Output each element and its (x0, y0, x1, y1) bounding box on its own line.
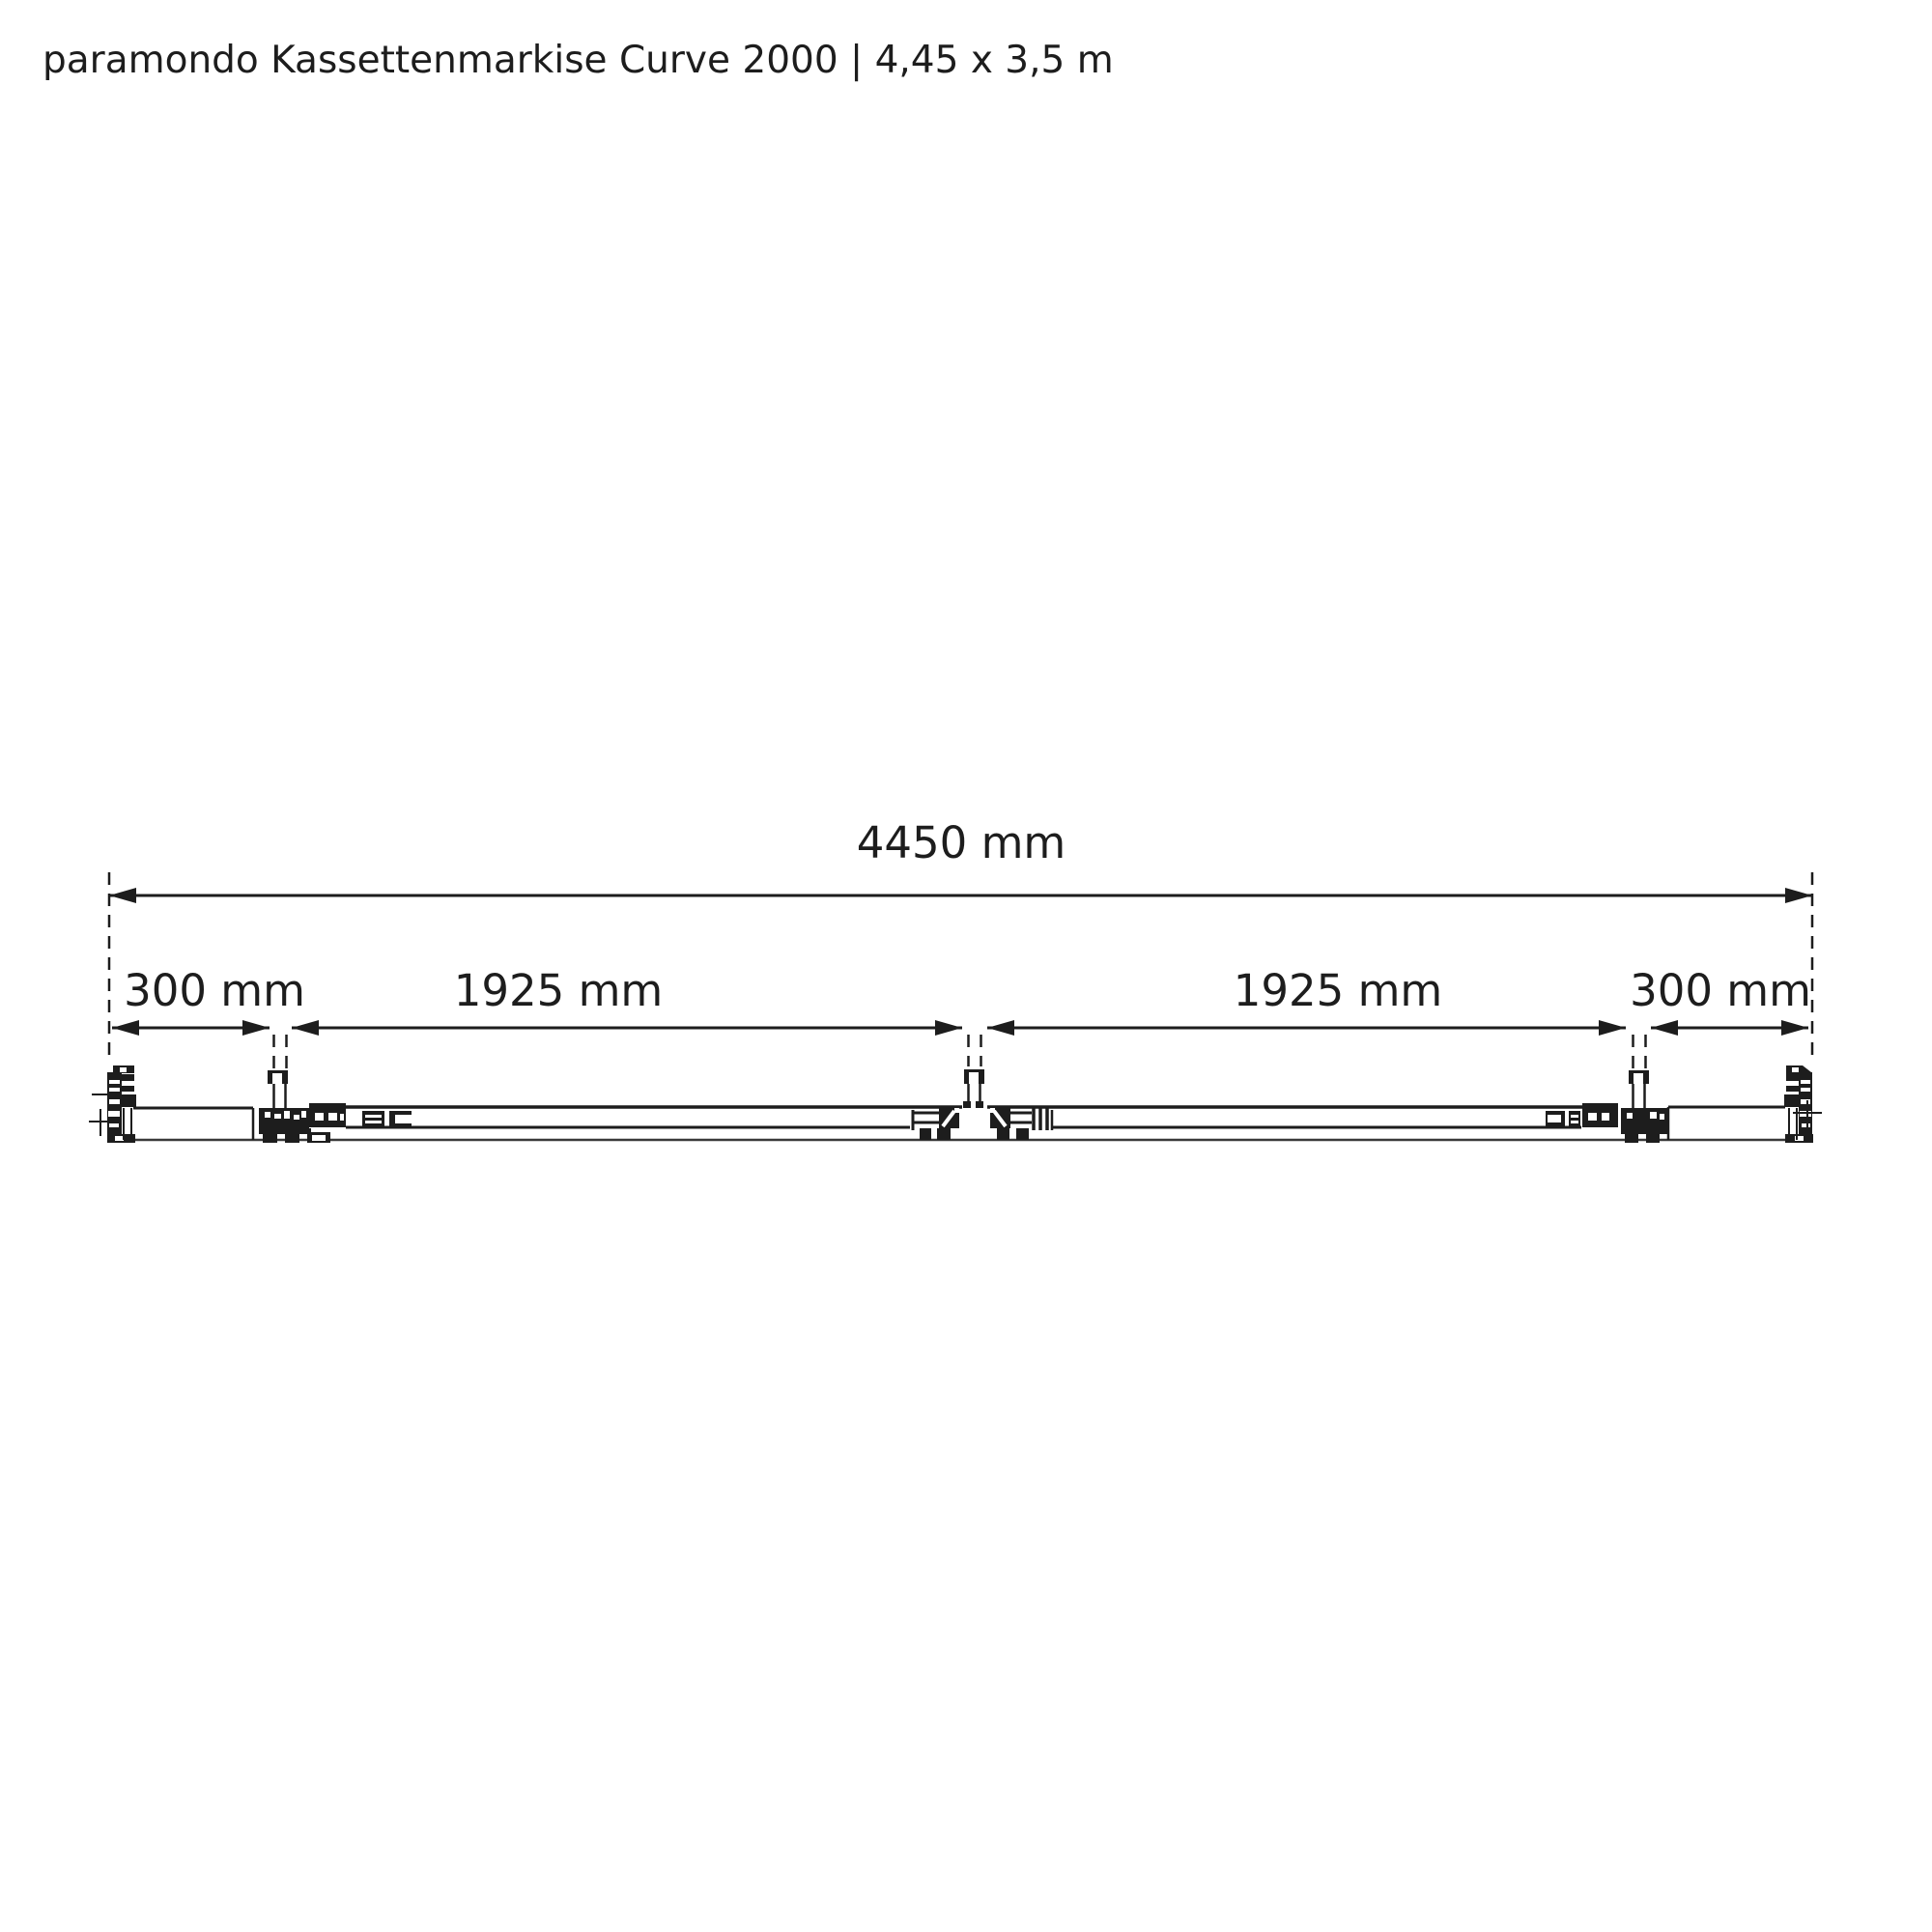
center-wall-bracket (912, 1069, 1052, 1140)
clamp-block-notch (1548, 1115, 1561, 1122)
drive-block-slit (365, 1121, 382, 1123)
drive-block-slit (1571, 1121, 1578, 1123)
bracket-foot-notch (312, 1135, 326, 1141)
dimension-label-left-span: 1925 mm (453, 965, 664, 1016)
cap-slit (1801, 1088, 1810, 1092)
bracket-foot-plate (259, 1128, 311, 1134)
bracket-detail (1650, 1112, 1657, 1119)
cap-lug (1786, 1074, 1799, 1081)
bracket-body (1582, 1109, 1618, 1127)
bracket-foot (263, 1134, 277, 1143)
cap-slit (1802, 1123, 1810, 1127)
cap-lug (122, 1086, 134, 1092)
dimension-left-offset (112, 965, 305, 1028)
cap-lug (122, 1094, 136, 1107)
bracket-detail (294, 1115, 299, 1120)
right-end-cap (1784, 1065, 1822, 1143)
cap-foot-notch (115, 1136, 124, 1141)
dimension-label-right-span: 1925 mm (1233, 965, 1443, 1016)
bracket-detail (1602, 1113, 1609, 1121)
cap-lug (1784, 1094, 1799, 1107)
cap-lug (1786, 1086, 1799, 1092)
bracket-foot (285, 1134, 299, 1143)
drive-block (1569, 1111, 1580, 1126)
left-end-cap (89, 1065, 136, 1143)
projection-lines (109, 872, 1812, 1068)
bracket-foot (1016, 1128, 1029, 1140)
cap-lug (122, 1074, 134, 1081)
cap-top-notch (1792, 1067, 1799, 1072)
dimension-right-offset (1630, 965, 1811, 1028)
bracket-detail (1627, 1113, 1633, 1119)
bracket-detail (274, 1114, 281, 1119)
bracket-detail (284, 1111, 290, 1119)
bracket-detail (328, 1113, 337, 1121)
dimension-left-span (292, 965, 962, 1028)
cap-slit (109, 1099, 120, 1104)
cap-slit (108, 1111, 120, 1117)
bracket-detail (1588, 1113, 1597, 1121)
bracket-post-cap-slot (969, 1072, 979, 1084)
page-title: paramondo Kassettenmarkise Curve 2000 | 4,45 x 3,5 m (43, 39, 1114, 82)
bracket-foot (1646, 1134, 1660, 1143)
bracket-foot (1625, 1134, 1638, 1143)
bracket-post-foot (963, 1101, 971, 1108)
bracket-foot-plate (1621, 1128, 1668, 1134)
bracket-top-strip (309, 1103, 346, 1109)
dimension-total-width (109, 817, 1812, 895)
cap-slit (109, 1080, 120, 1084)
drive-block (362, 1111, 384, 1127)
bracket-foot (997, 1128, 1009, 1140)
dimension-label-left-offset: 300 mm (124, 965, 305, 1016)
dimension-label-total: 4450 mm (856, 817, 1066, 868)
bracket-detail (1660, 1114, 1664, 1120)
cap-slit (1801, 1099, 1810, 1104)
bracket-post-cap-slot (272, 1073, 282, 1084)
bracket-detail (301, 1111, 306, 1118)
bracket-foot (920, 1128, 931, 1140)
bracket-detail (340, 1114, 344, 1121)
bracket-detail (265, 1112, 270, 1118)
bracket-post-cap-slot (1634, 1073, 1643, 1084)
drive-block-slit (1571, 1115, 1578, 1118)
bracket-foot (937, 1128, 951, 1140)
dimension-right-span (987, 965, 1626, 1028)
clamp-block-notch (395, 1115, 412, 1123)
cap-slit (1801, 1080, 1810, 1084)
bracket-top-strip (1582, 1103, 1618, 1109)
cap-slit (109, 1088, 120, 1092)
drive-block-slit (365, 1115, 382, 1118)
dimension-label-right-offset: 300 mm (1630, 965, 1811, 1016)
cap-slit (109, 1123, 119, 1127)
cap-top-notch (120, 1067, 127, 1072)
bracket-post-foot (976, 1101, 983, 1108)
bracket-detail (315, 1113, 324, 1121)
